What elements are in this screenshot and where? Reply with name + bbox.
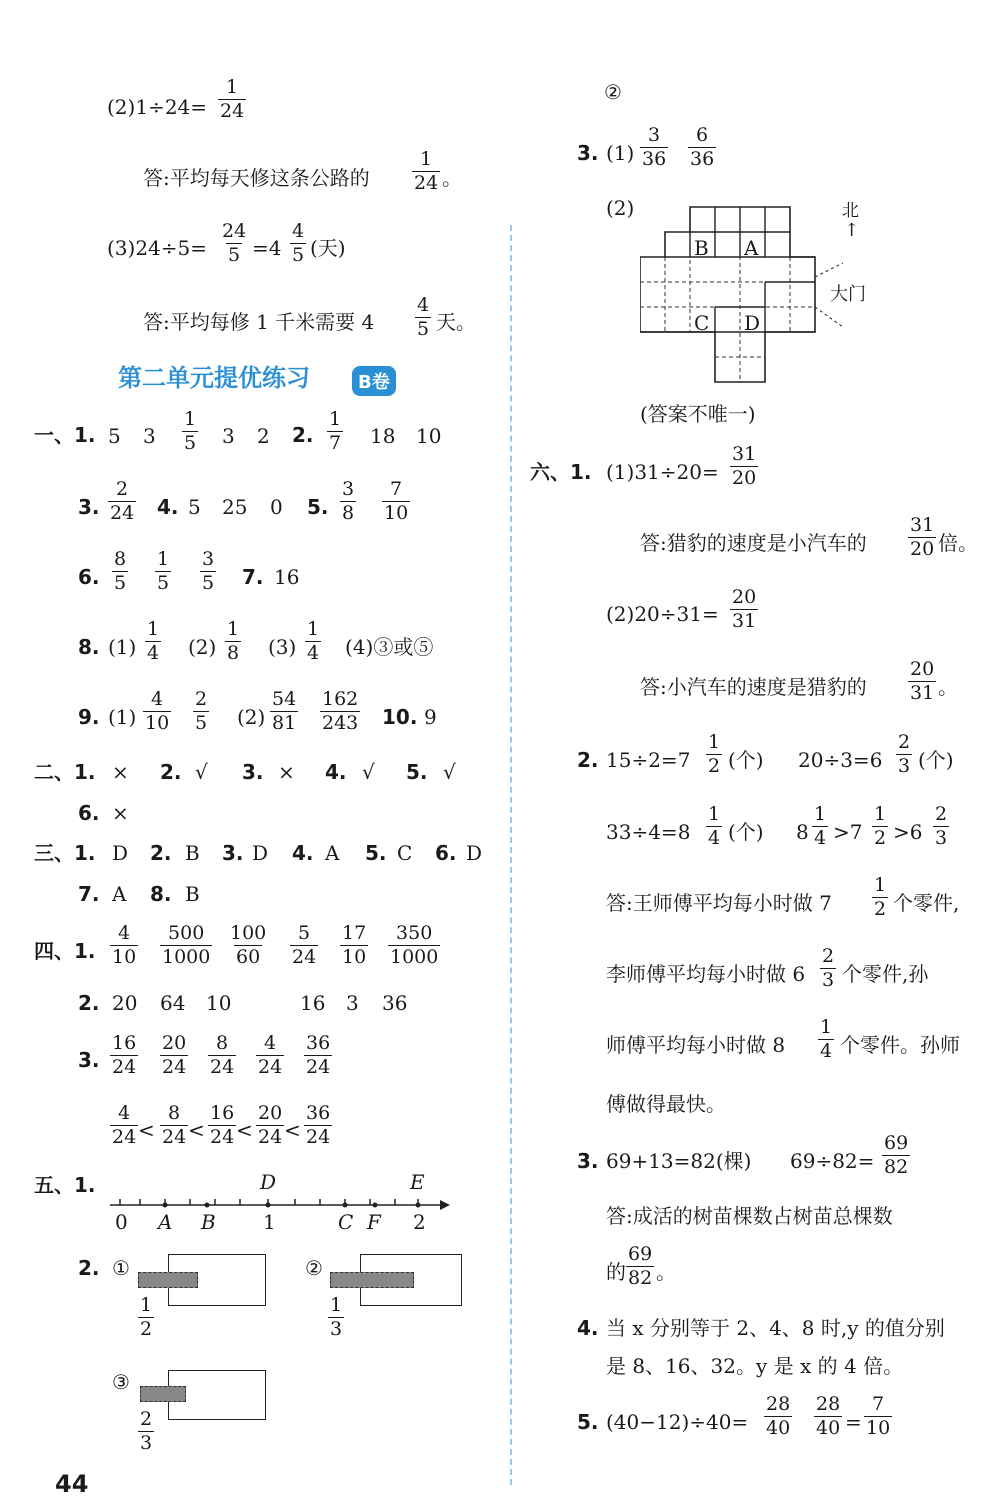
equals: =: [845, 1410, 862, 1434]
choice: D: [112, 841, 129, 865]
value: 10: [416, 424, 442, 448]
value: 20: [112, 991, 138, 1015]
answer-line: 答:成活的树苗棵数占树苗总棵数: [606, 1204, 893, 1228]
grid-map: [640, 205, 820, 385]
grid-label: B: [694, 236, 709, 260]
fraction: 2 24: [110, 478, 135, 524]
text: =4: [252, 236, 282, 260]
sub-label: (2): [606, 196, 635, 220]
fraction: 1 5: [184, 408, 197, 454]
shaded-strip: [140, 1386, 186, 1402]
text-line: 当 x 分别等于 2、4、8 时,y 的值分别: [606, 1316, 945, 1340]
item-number: 4.: [292, 841, 314, 865]
fraction: 8 24: [162, 1102, 187, 1148]
fraction: 69 82: [628, 1243, 653, 1289]
sub-label: (2): [237, 705, 266, 729]
fraction: 7 10: [384, 478, 409, 524]
answer-line: 答:小汽车的速度是猎豹的: [640, 675, 867, 699]
fraction: 54 81: [272, 688, 297, 734]
fraction: 1 2: [874, 874, 887, 920]
fraction: 1 2: [874, 803, 887, 849]
unit: (个): [728, 820, 764, 844]
item-number: 6.: [78, 565, 100, 589]
fraction: 24 5: [222, 220, 247, 266]
text: 。: [938, 675, 958, 699]
column-divider: [510, 225, 512, 1485]
shaded-strip: [330, 1272, 414, 1288]
value: 36: [382, 991, 408, 1015]
answer-line: 答:平均每修 1 千米需要 4: [143, 310, 375, 334]
text: 天。: [436, 310, 476, 334]
less-than: <: [188, 1118, 205, 1142]
item-number: 3.: [78, 1048, 100, 1072]
item-number: 3.: [577, 141, 599, 165]
sub-label: (3): [268, 635, 297, 659]
fraction: 1 8: [227, 618, 240, 664]
less-than: <: [284, 1118, 301, 1142]
less-than: <: [138, 1118, 155, 1142]
fraction: 6 36: [690, 124, 715, 170]
equation: 69+13=82(棵): [606, 1149, 752, 1173]
comparison: >7: [833, 820, 863, 844]
equation: 15÷2=7: [606, 748, 691, 772]
item-number: 2.: [78, 1256, 100, 1280]
section-label: 三、1.: [34, 841, 96, 865]
gate-label: 大门: [830, 284, 866, 305]
fraction: 2 3: [935, 803, 948, 849]
fraction: 3 5: [202, 548, 215, 594]
value: 9: [424, 705, 437, 729]
note: (答案不唯一): [640, 402, 756, 426]
item-number: 3.: [577, 1149, 599, 1173]
equation: 20÷3=6: [798, 748, 883, 772]
equation: 69÷82=: [790, 1149, 875, 1173]
value: 5: [108, 424, 121, 448]
item-number: 10.: [382, 705, 418, 729]
choice: A: [112, 882, 127, 906]
tick-label: 1: [263, 1210, 276, 1234]
fraction: 4 10: [112, 922, 137, 968]
item-number: 2.: [292, 423, 314, 447]
text: 的: [606, 1260, 626, 1284]
text: 个零件。孙师: [840, 1033, 960, 1057]
item-number: 2.: [160, 760, 182, 784]
circled-number: ①: [112, 1256, 130, 1280]
answer-line: 师傅平均每小时做 8: [606, 1033, 786, 1057]
fraction: 5 24: [292, 922, 317, 968]
fraction: 20 24: [162, 1032, 187, 1078]
fraction: 8 5: [114, 548, 127, 594]
fraction: 20 24: [258, 1102, 283, 1148]
text: 个零件,孙: [842, 962, 929, 986]
mark: √: [362, 760, 375, 784]
item-number: 4.: [157, 495, 179, 519]
value: 25: [222, 495, 248, 519]
mark: √: [443, 760, 456, 784]
fraction: 1 5: [157, 548, 170, 594]
q2-line: (2)1÷24=: [107, 95, 208, 119]
text: 。: [656, 1260, 676, 1284]
mark: √: [195, 760, 208, 784]
value: 18: [370, 424, 396, 448]
unit: (天): [310, 236, 346, 260]
choice: A: [325, 841, 340, 865]
fraction: 1 2: [708, 731, 721, 777]
fraction: 31 20: [732, 443, 757, 489]
equation: (2)20÷31=: [606, 602, 719, 626]
fraction: 69 82: [884, 1132, 909, 1178]
point-label: A: [158, 1210, 173, 1234]
fraction: 20 31: [910, 658, 935, 704]
fraction: 4 5: [292, 220, 305, 266]
choice: D: [252, 841, 269, 865]
fraction: 4 10: [145, 688, 170, 734]
punct: 。: [442, 166, 462, 190]
unit: (个): [918, 748, 954, 772]
fraction: 31 20: [910, 514, 935, 560]
fraction: 17 10: [342, 922, 367, 968]
item-number: 7.: [242, 565, 264, 589]
text-line: 是 8、16、32。y 是 x 的 4 倍。: [606, 1354, 904, 1378]
fraction: 3 8: [342, 478, 355, 524]
fraction: 2 3: [898, 731, 911, 777]
page-number: 44: [55, 1470, 89, 1498]
point-label: F: [367, 1210, 381, 1234]
choice: B: [185, 882, 200, 906]
fraction: 2 5: [195, 688, 208, 734]
fraction: 1 4: [147, 618, 160, 664]
fraction: 350 1000: [390, 922, 439, 968]
fraction: 100 60: [230, 922, 267, 968]
grid-label: A: [744, 236, 759, 260]
comparison: >6: [893, 820, 923, 844]
fraction: 1 4: [820, 1016, 833, 1062]
value: 0: [270, 495, 283, 519]
equation: 33÷4=8: [606, 820, 691, 844]
circled-number: ②: [604, 80, 622, 104]
fraction: 500 1000: [162, 922, 211, 968]
fraction: 1 4: [307, 618, 320, 664]
fraction: 2 3: [822, 945, 835, 991]
fraction: 1 3: [330, 1294, 343, 1340]
point-label: B: [201, 1210, 216, 1234]
item-number: 9.: [78, 705, 100, 729]
section-label: 一、1.: [34, 423, 96, 447]
fraction: 7 10: [866, 1393, 891, 1439]
fraction: 1 24: [414, 148, 439, 194]
mark: ×: [112, 801, 129, 825]
tick-label: 2: [413, 1210, 426, 1234]
point-label: C: [338, 1210, 354, 1234]
section-badge: B卷: [352, 366, 396, 396]
fraction: 162 243: [322, 688, 359, 734]
fraction: 28 40: [766, 1393, 791, 1439]
q3-line: (3)24÷5=: [107, 236, 208, 260]
value: 3: [222, 424, 235, 448]
fraction: 4 5: [417, 294, 430, 340]
item-number: 7.: [78, 882, 100, 906]
fraction: 1 4: [814, 803, 827, 849]
grid-label: D: [744, 311, 761, 335]
north-arrow-icon: ↑: [844, 220, 860, 241]
item-number: 2.: [78, 991, 100, 1015]
answer-line: 答:王师傅平均每小时做 7: [606, 891, 832, 915]
grid-label: C: [694, 311, 710, 335]
mark: ×: [112, 760, 129, 784]
item-number: 4.: [325, 760, 347, 784]
item-number: 2.: [150, 841, 172, 865]
sub-label: (2): [188, 635, 217, 659]
fraction: 1 4: [708, 803, 721, 849]
fraction: 3 36: [642, 124, 667, 170]
item-number: 5.: [307, 495, 329, 519]
section-label: 六、1.: [530, 460, 592, 484]
fraction: 36 24: [306, 1102, 331, 1148]
value: 5: [188, 495, 201, 519]
equation: (1)31÷20=: [606, 460, 719, 484]
sub-answer: (4)③或⑤: [345, 635, 434, 659]
unit: (个): [728, 748, 764, 772]
choice: B: [185, 841, 200, 865]
value: 16: [274, 565, 300, 589]
section-title: 第二单元提优练习: [118, 364, 310, 392]
fraction: 2 3: [140, 1408, 153, 1454]
item-number: 5.: [406, 760, 428, 784]
text: 倍。: [938, 531, 978, 555]
fraction: 4 24: [112, 1102, 137, 1148]
circled-number: ②: [305, 1256, 323, 1280]
equation: (40−12)÷40=: [606, 1410, 749, 1434]
value: 2: [257, 424, 270, 448]
item-number: 5.: [365, 841, 387, 865]
fraction: 36 24: [306, 1032, 331, 1078]
fraction: 4 24: [258, 1032, 283, 1078]
value: 3: [346, 991, 359, 1015]
fraction: 1 2: [140, 1294, 153, 1340]
point-label: D: [260, 1170, 277, 1194]
section-label: 四、1.: [34, 939, 96, 963]
item-number: 8.: [78, 635, 100, 659]
item-number: 4.: [577, 1316, 599, 1340]
point-label: E: [410, 1170, 425, 1194]
section-label: 五、1.: [34, 1173, 96, 1197]
choice: C: [397, 841, 413, 865]
fraction: 16 24: [210, 1102, 235, 1148]
sub-label: (1): [108, 635, 137, 659]
section-label: 二、1.: [34, 760, 96, 784]
mark: ×: [278, 760, 295, 784]
sub-label: (1): [108, 705, 137, 729]
value: 64: [160, 991, 186, 1015]
north-label: 北: [842, 201, 859, 221]
item-number: 8.: [150, 882, 172, 906]
fraction: 1 24: [220, 76, 245, 122]
fraction: 28 40: [816, 1393, 841, 1439]
item-number: 3.: [78, 495, 100, 519]
item-number: 5.: [577, 1410, 599, 1434]
item-number: 6.: [78, 801, 100, 825]
fraction: 20 31: [732, 586, 757, 632]
less-than: <: [236, 1118, 253, 1142]
answer-line: 傅做得最快。: [606, 1092, 726, 1116]
value: 16: [300, 991, 326, 1015]
sub-label: (1): [606, 141, 635, 165]
item-number: 3.: [222, 841, 244, 865]
choice: D: [466, 841, 483, 865]
shaded-strip: [138, 1272, 198, 1288]
fraction: 16 24: [112, 1032, 137, 1078]
value: 8: [796, 820, 809, 844]
item-number: 6.: [435, 841, 457, 865]
fraction: 8 24: [210, 1032, 235, 1078]
answer-line: 答:平均每天修这条公路的: [143, 166, 370, 190]
item-number: 2.: [577, 748, 599, 772]
value: 10: [206, 991, 232, 1015]
answer-line: 答:猎豹的速度是小汽车的: [640, 531, 867, 555]
circled-number: ③: [112, 1370, 130, 1394]
fraction: 1 7: [329, 408, 342, 454]
value: 3: [143, 424, 156, 448]
item-number: 3.: [242, 760, 264, 784]
tick-label: 0: [115, 1210, 128, 1234]
answer-line: 李师傅平均每小时做 6: [606, 962, 806, 986]
text: 个零件,: [893, 891, 960, 915]
